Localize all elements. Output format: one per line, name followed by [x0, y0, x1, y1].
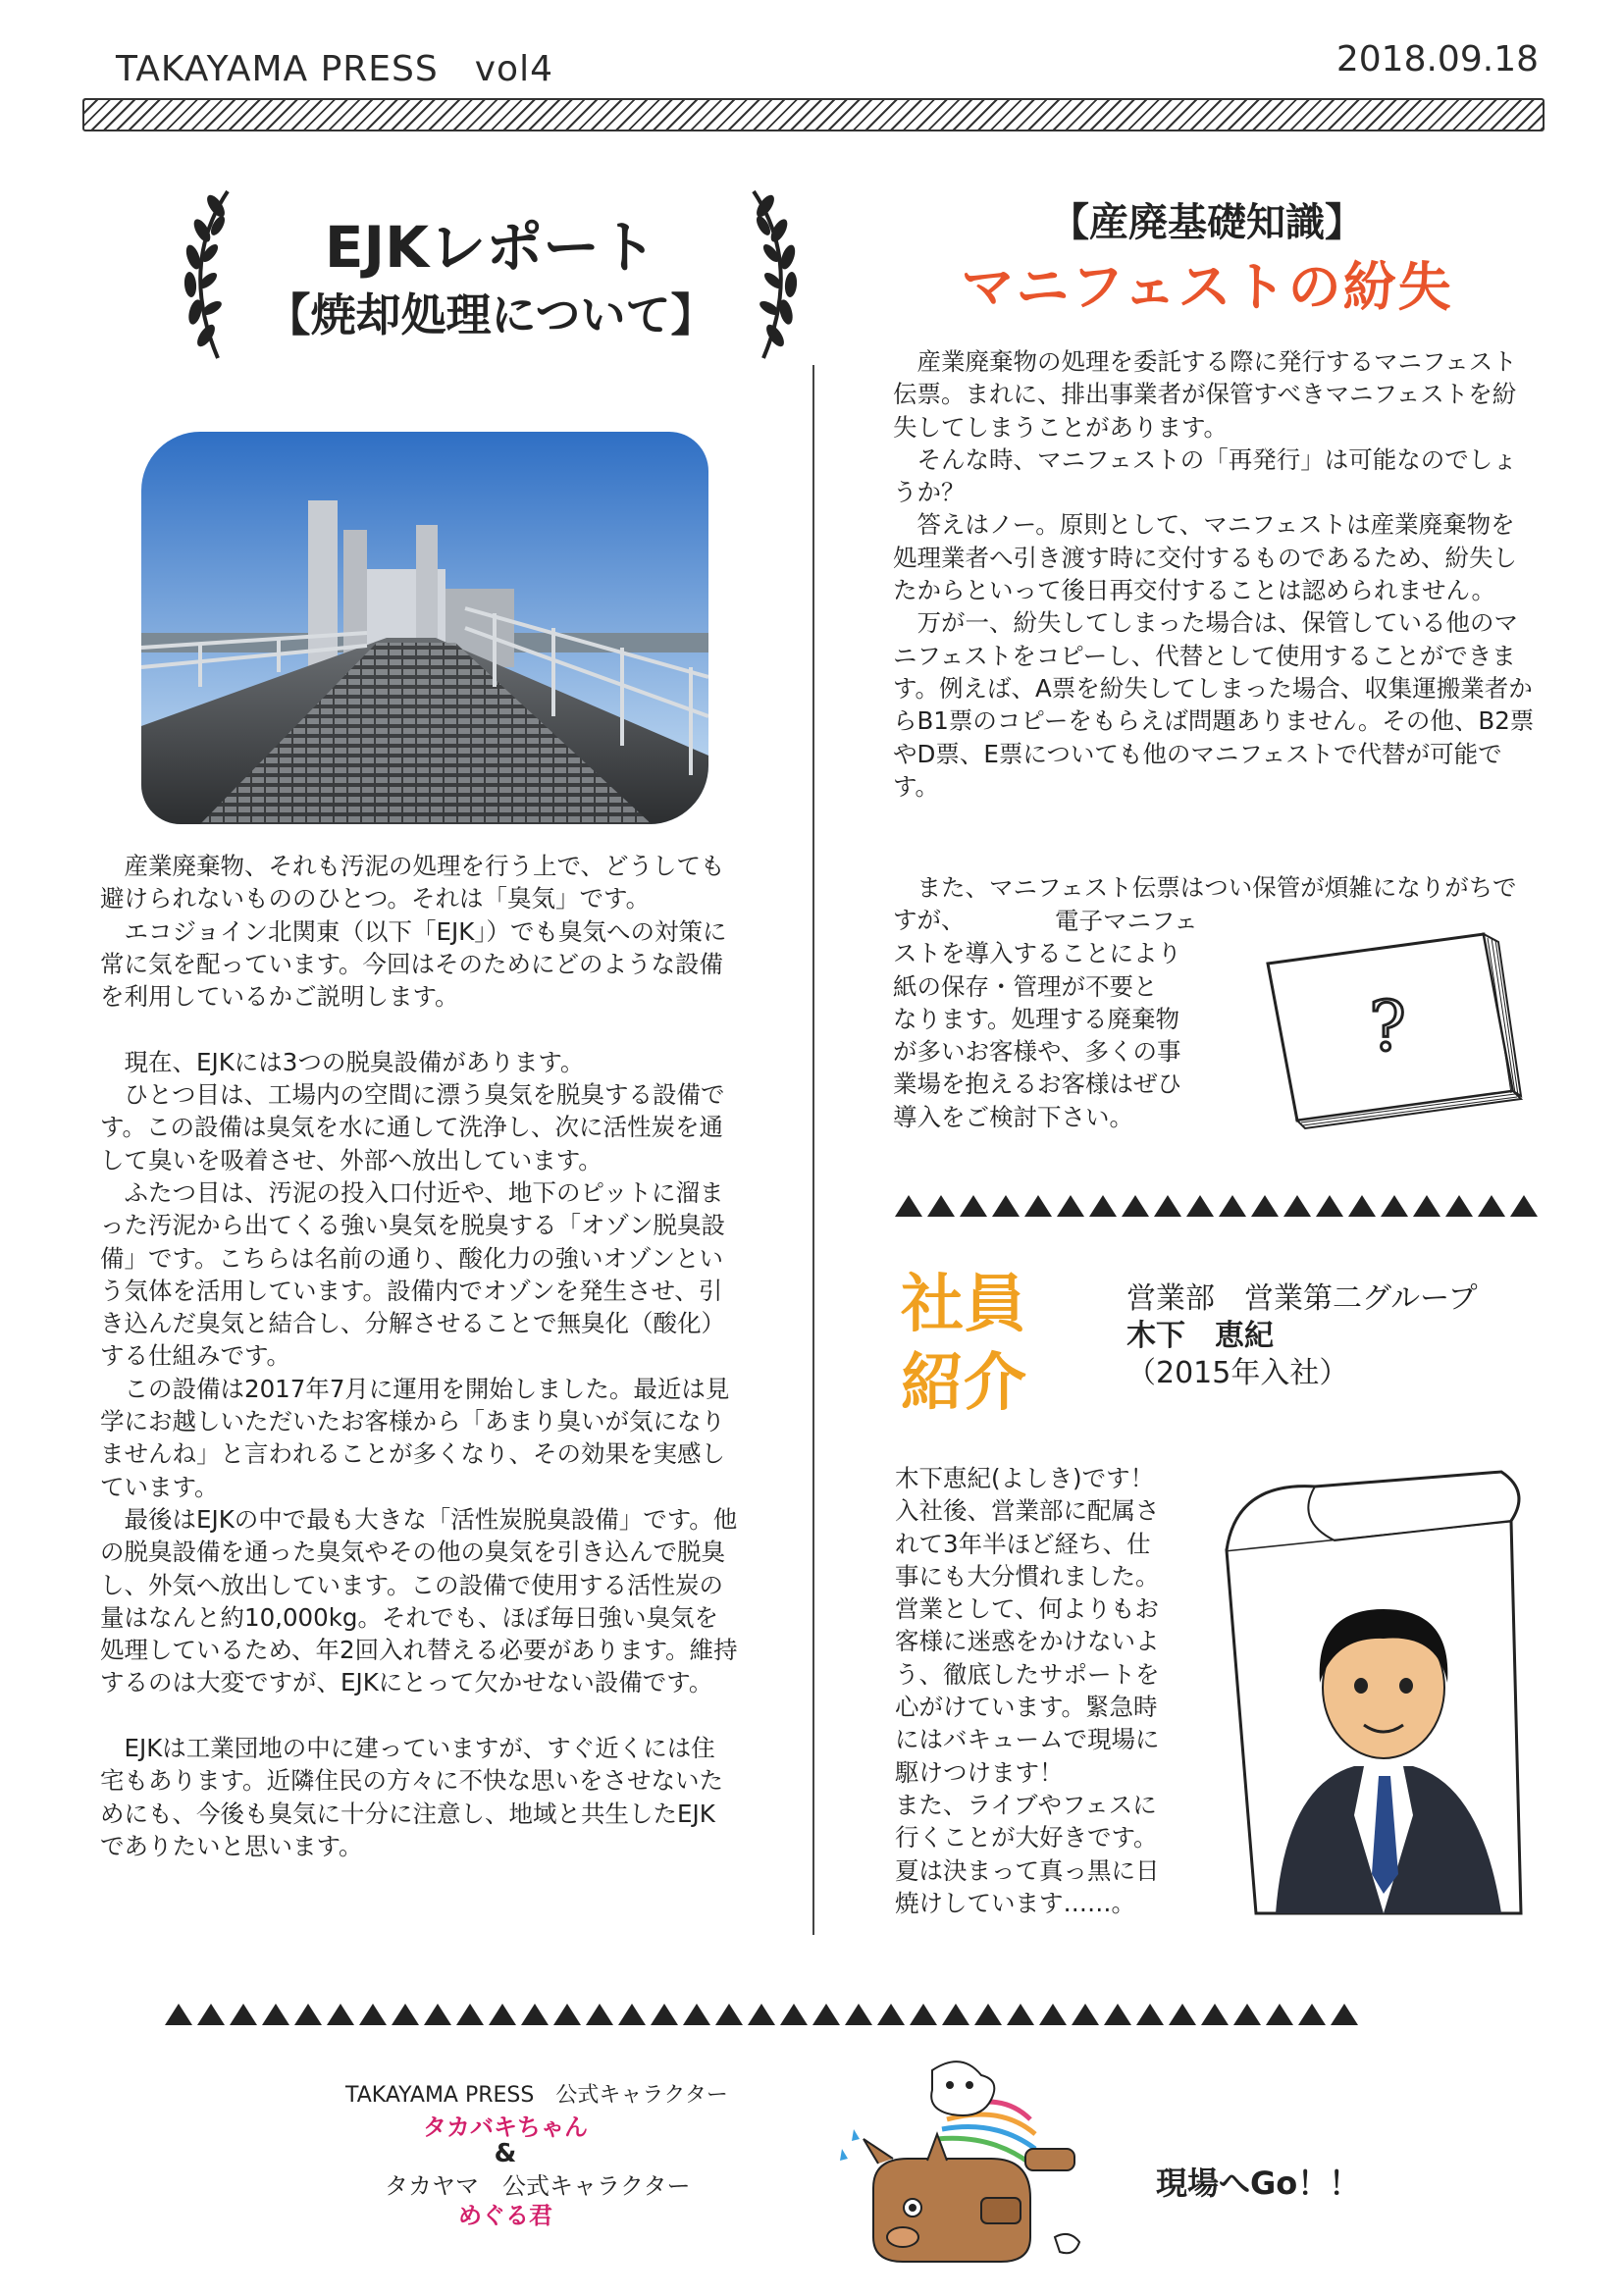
line: 営業として、何よりもお: [895, 1594, 1160, 1624]
footer-ampersand: &: [494, 2139, 517, 2168]
line: 業場を抱えるお客様はぜひ: [893, 1070, 1181, 1099]
paragraph: EJKは工業団地の中に建っていますが、すぐ近くには住宅もあります。近隣住民の方々に不快な思いをさせないためにも、今後も臭気に十分に注意し、地域と共生したEJKでありたいと思います。: [100, 1734, 724, 1860]
paragraph: ひとつ目は、工場内の空間に漂う臭気を脱臭する設備です。この設備は臭気を水に通して洗浄し、次に活性炭を通して臭いを吸着させ、外部へ放出しています。: [100, 1080, 725, 1174]
staff-dept: 営業部 営業第二グループ: [1126, 1281, 1478, 1316]
line: 夏は決まって真っ黒に日: [895, 1855, 1160, 1885]
paragraph: 産業廃棄物の処理を委託する際に発行するマニフェスト伝票。まれに、排出事業者が保管すべきマニフェストを紛失してしまうことがあります。: [893, 347, 1517, 442]
question-mark: ?: [1369, 986, 1406, 1067]
ejk-report-subtitle: 【焼却処理について】: [265, 288, 716, 341]
paragraph: 最後はEJKの中で最も大きな「活性炭脱臭設備」です。他の脱臭設備を通った臭気やその他の臭気を引き込んで脱臭し、外気へ放出しています。この設備で使用する活性炭の量はなんと約10,000kg。それでも、ほぼ毎日強い臭気を処理しているため、年2回入れ替える必要があります。維持するのは大変ですが、EJKにとって欠かせない設備です。: [100, 1504, 738, 1697]
paragraph: この設備は2017年7月に運用を開始しました。最近は見学にお越しいただいたお客様から「あまり臭いが気になりませんね」と言われることが多くなり、その効果を実感しています。: [100, 1374, 730, 1501]
staff-name: 木下 恵紀: [1126, 1319, 1274, 1353]
manifest-body: [893, 345, 1535, 803]
line: なります。処理する廃棄物: [893, 1004, 1180, 1033]
line: 駆けつけます！: [895, 1757, 1064, 1787]
manifest-kicker: 【産廃基礎知識】: [1050, 200, 1364, 245]
paragraph: 産業廃棄物、それも汚泥の処理を行う上で、どうしても避けられないもののひとつ。それは「臭気」です。: [100, 852, 725, 913]
line: 行くことが大好きです。: [895, 1823, 1158, 1852]
footer-tagline: 現場へGo！！: [1156, 2165, 1361, 2202]
plant-photo: [141, 432, 708, 824]
manifest-body-3: [893, 907, 1227, 1133]
line: 入社後、営業部に配属さ: [895, 1496, 1160, 1526]
triangle-divider-bottom: [165, 2004, 1363, 2025]
line: また、ライブやフェスに: [895, 1790, 1157, 1819]
paragraph: また、マニフェスト伝票はつい保管が煩雑になりがちですが、: [893, 873, 1517, 935]
ejk-report-body: [100, 850, 738, 1862]
line: 導入をご検討下さい。: [893, 1102, 1133, 1131]
line: 電子マニフェ: [1055, 907, 1198, 935]
staff-joined: （2015年入社）: [1126, 1356, 1349, 1390]
footer-character-label-2: タカヤマ 公式キャラクター: [385, 2172, 691, 2200]
line: 木下恵紀(よしき)です！: [895, 1464, 1155, 1492]
line: 焼けしています……。: [895, 1888, 1135, 1917]
line: 客様に迷惑をかけないよ: [895, 1627, 1160, 1656]
paragraph: エコジョイン北関東（以下「EJK」）でも臭気への対策に常に気を配っています。今回はそのためにどのような設備を利用しているかご説明します。: [100, 916, 727, 1012]
line: れて3年半ほど経ち、仕: [895, 1529, 1151, 1558]
footer-character-label: TAKAYAMA PRESS 公式キャラクター: [345, 2083, 728, 2108]
line: 事にも大分慣れました。: [895, 1561, 1160, 1591]
paragraph: [100, 1013, 738, 1045]
header-hatched-divider: [82, 98, 1544, 131]
staff-portrait-icon: [1217, 1462, 1531, 1923]
paragraph: 現在、EJKには3つの脱臭設備があります。: [100, 1047, 585, 1076]
heading-line: 紹介: [901, 1347, 1026, 1420]
paragraph: [100, 1699, 738, 1732]
question-box-icon: [1258, 924, 1523, 1130]
paragraph: そんな時、マニフェストの「再発行」は可能なのでしょうか？: [893, 444, 1517, 507]
heading-line: 社員: [901, 1269, 1026, 1341]
manifest-title: マニフェストの紛失: [961, 256, 1453, 318]
mascot-icon: [834, 2051, 1089, 2276]
line: が多いお客様や、多くの事: [893, 1037, 1181, 1067]
staff-intro-body: [895, 1462, 1189, 1919]
paragraph: 答えはノー。原則として、マニフェストは産業廃棄物を処理業者へ引き渡す時に交付するものであるため、紛失したからといって後日再交付することは認められません。: [893, 510, 1518, 605]
paragraph: ふたつ目は、汚泥の投入口付近や、地下のピットに溜まった汚泥から出てくる強い臭気を脱臭する「オゾン脱臭設備」です。こちらは名前の通り、酸化力の強いオゾンという気体を活用しています。設備内でオゾンを発生させ、引き込んだ臭気と結合し、分解させることで無臭化（酸化）する仕組みです。: [100, 1177, 725, 1371]
paragraph: 万が一、紛失してしまった場合は、保管している他のマニフェストをコピーし、代替として使用することができます。例えば、A票を紛失してしまった場合、収集運搬業者からB1票のコピーをもらえば問題ありません。その他、B2票やD票、E票についても他のマニフェストで代替が可能です。: [893, 608, 1535, 801]
ejk-report-title: EJKレポート: [324, 214, 657, 281]
footer-character-name-2: めぐる君: [458, 2202, 552, 2229]
line: ストを導入することにより: [893, 939, 1181, 968]
issue-date: 2018.09.18: [1335, 39, 1539, 79]
column-divider: [812, 365, 814, 1935]
triangle-divider-right: [895, 1195, 1543, 1217]
staff-section-heading: [901, 1266, 1026, 1423]
newsletter-title: TAKAYAMA PRESS vol4: [116, 49, 553, 89]
line: にはバキュームで現場に: [895, 1725, 1160, 1754]
line: う、徹底したサポートを: [895, 1659, 1160, 1689]
line: 紙の保存・管理が不要と: [893, 971, 1158, 1001]
staff-info: [1126, 1280, 1478, 1392]
line: 心がけています。緊急時: [895, 1693, 1158, 1722]
footer-character-name: タカバキちゃん: [423, 2113, 588, 2141]
